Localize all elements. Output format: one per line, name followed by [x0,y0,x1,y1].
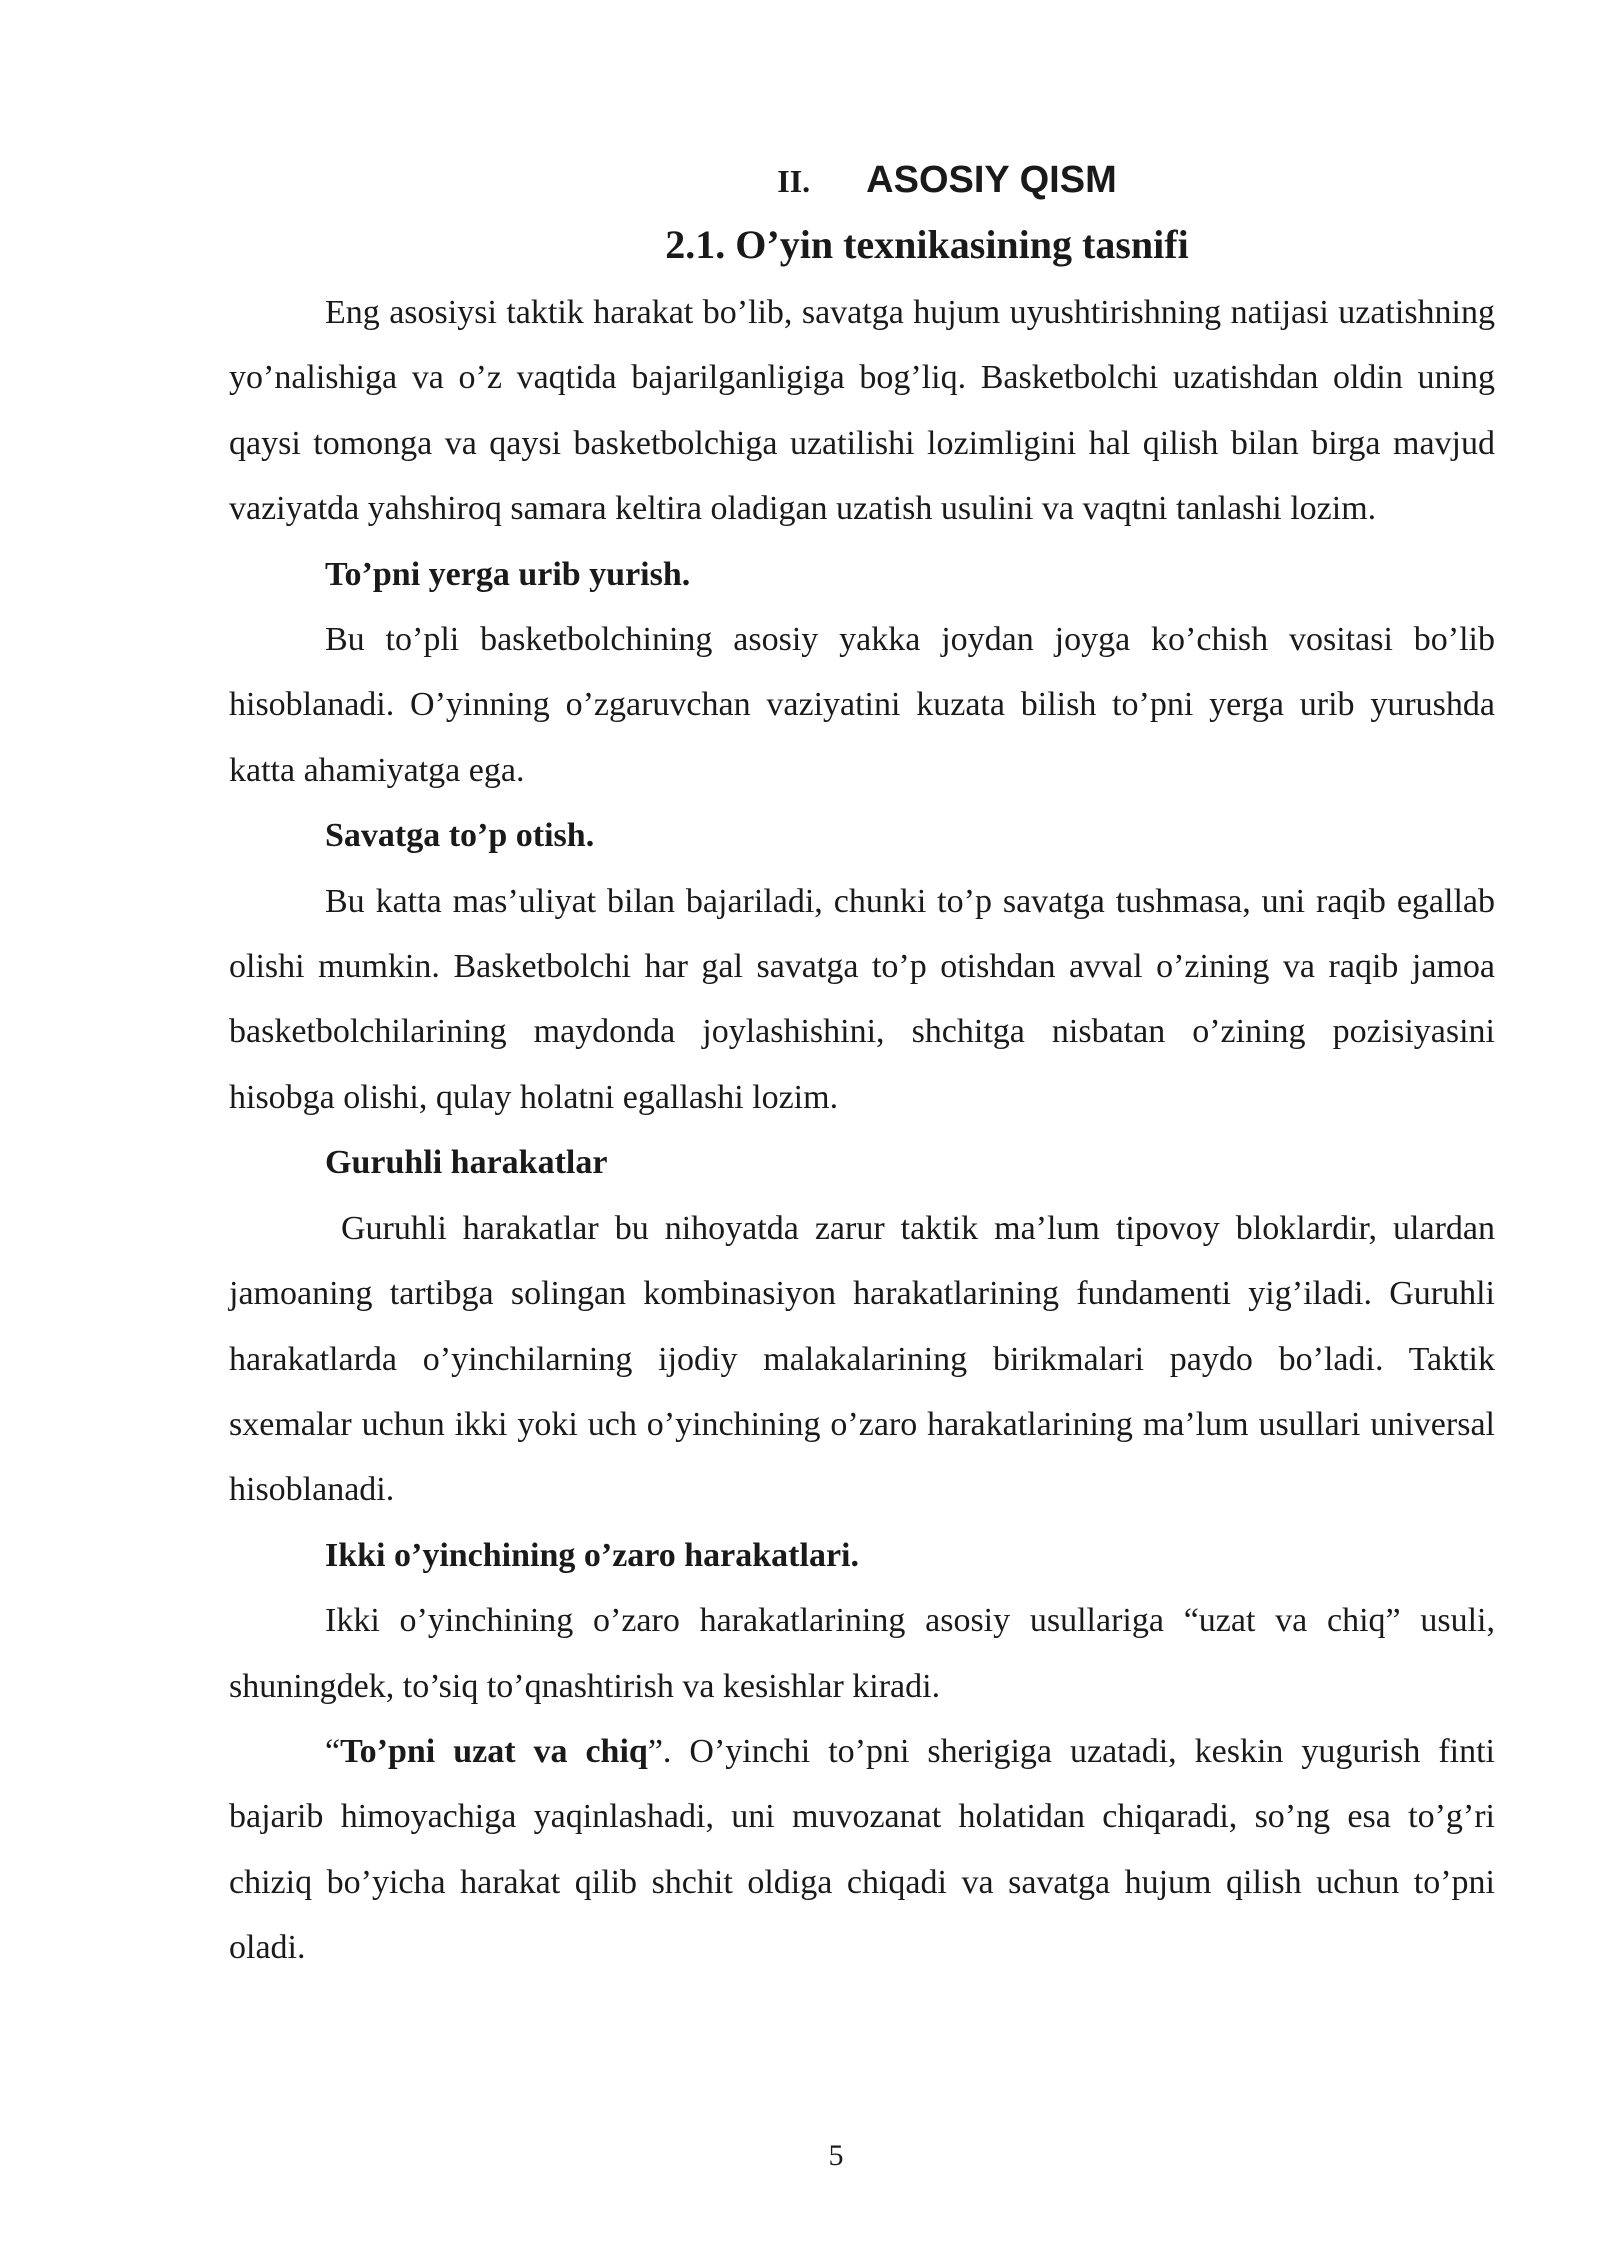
page-content [229,150,1495,1981]
paragraph-heading-shooting: Savatga to’p otish. [325,817,595,855]
page-number: 5 [828,2139,844,2172]
paragraph-heading-two-player: Ikki o’yinchining o’zaro harakatlari. [325,1536,859,1574]
paragraph-intro: Eng asosiysi taktik harakat bo’lib, savatga hujum uyushtirishning natijasi uzatishning yo’nalishiga va o’z vaqtida bajarilganligiga bog’liq. Basketbolchi uzatishdan oldin uning qaysi tomonga va qaysi basketbolchiga uzatilishi lozimligini hal qilish bilan birga mavjud vaziyatda yahshiroq samara keltira oladigan uzatish usulini va vaqtni tanlashi lozim. [229,294,1495,528]
paragraph-group-actions: Guruhli harakatlar bu nihoyatda zarur taktik ma’lum tipovoy bloklardir, ulardan jamoaning tartibga solingan kombinasiyon harakatlarining fundamenti yig’iladi. Guruhli harakatlarda o’yinchilarning ijodiy malakalarining birikmalari paydo bo’ladi. Taktik sxemalar uchun ikki yoki uch o’yinchining o’zaro harakatlarining ma’lum usullari universal hisoblanadi. [229,1209,1495,1509]
pass-and-go-open-quote: “ [325,1732,341,1770]
paragraph-heading-dribbling: To’pni yerga urib yurish. [325,555,691,593]
paragraph-dribbling: Bu to’pli basketbolchining asosiy yakka joydan joyga ko’chish vositasi bo’lib hisoblanadi. O’yinning o’zgaruvchan vaziyatini kuzata bilish to’pni yerga urib yurushda katta ahamiyatga ega. [229,621,1495,789]
section-title: ASOSIY QISM [866,159,1117,201]
pass-and-go-text: ”. O’yinchi to’pni sherigiga uzatadi, keskin yugurish finti bajarib himoyachiga yaqinlashadi, uni muvozanat holatidan chiqaradi, so’ng esa to’g’ri chiziq bo’yicha harakat qilib shchit oldiga chiqadi va savatga hujum qilish uchun to’pni oladi. [229,1732,1495,1967]
paragraph-two-player: Ikki o’yinchining o’zaro harakatlarining asosiy usullariga “uzat va chiq” usuli, shuningdek, to’siq to’qnashtirish va kesishlar kiradi. [229,1602,1495,1705]
section-heading [229,150,1495,210]
paragraph-pass-and-go [229,1719,1495,1981]
section-roman-numeral: II. [777,163,811,199]
paragraph-heading-group-actions: Guruhli harakatlar [325,1144,608,1182]
paragraph-shooting: Bu katta mas’uliyat bilan bajariladi, chunki to’p savatga tushmasa, uni raqib egallab olishi mumkin. Basketbolchi har gal savatga to’p otishdan avval o’zining va raqib jamoa basketbolchilarining maydonda joylashishini, shchitga nisbatan o’zining pozisiyasini hisobga olishi, qulay holatni egallashi lozim. [229,882,1495,1116]
subsection-heading: 2.1. O’yin texnikasining tasnifi [665,222,1189,267]
pass-and-go-term: To’pni uzat va chiq [340,1732,648,1770]
